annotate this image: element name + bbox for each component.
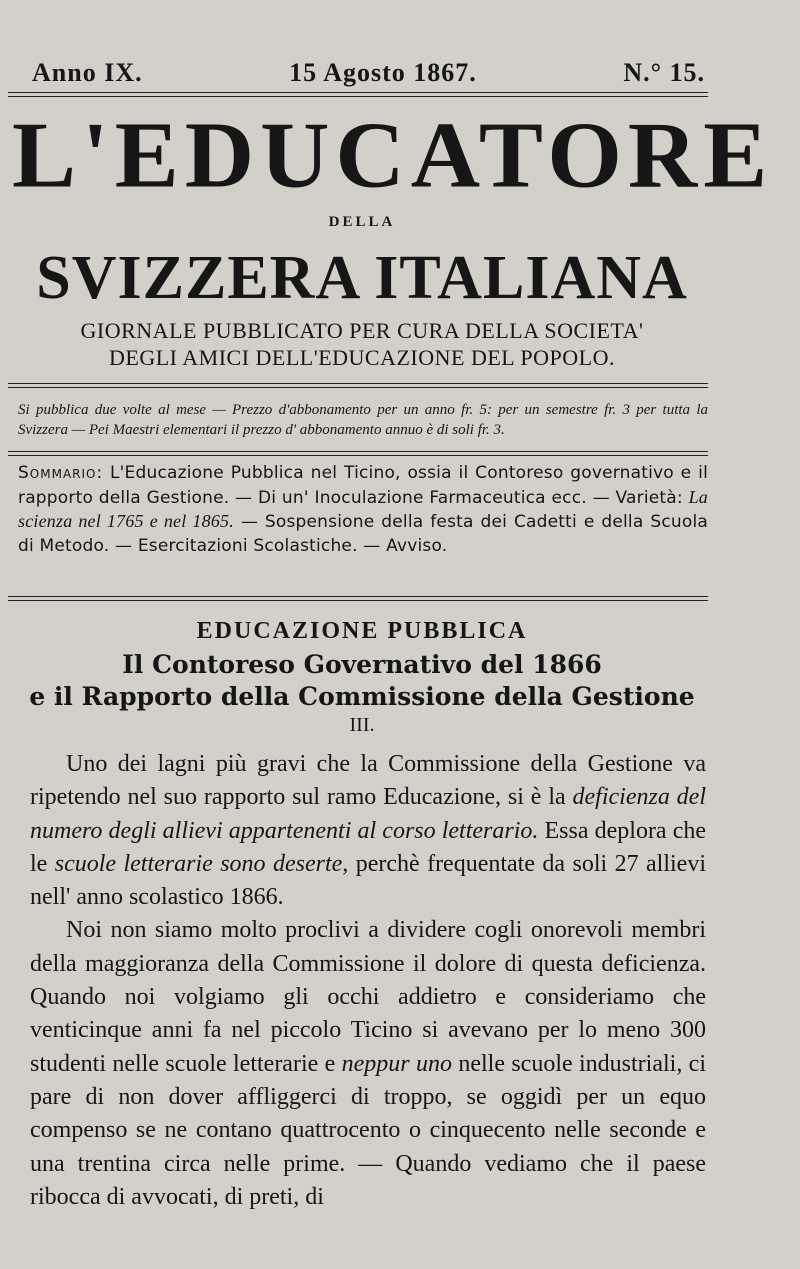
p2-text-a: Noi non siamo molto proclivi a dividere cogli onorevoli membri della maggioranza della Commissione il dolore di questa deficienza. Quando noi volgiamo gli occhi addietro e consideriamo che venticinque anni fa nel piccolo Ticino si avevano per lo meno 300 studenti nelle scuole letterarie e xyxy=(30,917,706,1077)
article-title-line-2: e il Rapporto della Commissione della Gestione xyxy=(29,682,695,711)
issue-number: N.° 15. xyxy=(623,58,705,87)
p1-text-b: Essa deplora che le xyxy=(30,817,707,877)
title-svizzera-italiana: SVIZZERA ITALIANA xyxy=(36,244,688,312)
article-title-line-1: Il Contoreso Governativo del 1866 xyxy=(122,650,602,679)
summary-rule xyxy=(8,596,708,601)
subscription-rule-bottom xyxy=(8,451,708,456)
paragraph-2 xyxy=(30,914,706,1214)
title-della: DELLA xyxy=(328,214,396,230)
masthead-rule xyxy=(8,92,708,97)
p2-text-b: nelle scuole industriali, ci pare di non dover affliggerci di troppo, se oggidì per un equo compenso se ne contano quattrocento o cinquecento nelle seconde e una trentina circa nelle prime. — Quando vediamo che il paese ribocca di avvocati, di preti, di xyxy=(30,1050,706,1210)
section-heading: EDUCAZIONE PUBBLICA xyxy=(196,618,528,644)
subscription-rule-top xyxy=(8,383,708,388)
subtitle-line-1: GIORNALE PUBBLICATO PER CURA DELLA SOCIETA' xyxy=(80,318,644,343)
summary-text-1: L'Educazione Pubblica nel Ticino, ossia il Contoreso governativo e il rapporto della Gestione. — Di un' Inoculazione Farmaceutica ecc. — Varietà: xyxy=(18,463,708,508)
p1-text-c: perchè frequentate da soli 27 allievi nell' anno scolastico 1866. xyxy=(30,850,706,911)
issue-date: 15 Agosto 1867. xyxy=(289,58,477,87)
paragraph-1 xyxy=(30,748,706,914)
subscription-info: Si pubblica due volte al mese — Prezzo d'abbonamento per un anno fr. 5: per un semestre fr. 3 per tutta la Svizzera — Pei Maestri elementari il prezzo d' abbonamento annuo è di soli fr. 3. xyxy=(18,402,708,438)
article-part-number: III. xyxy=(349,714,375,736)
summary xyxy=(18,462,708,558)
volume-year: Anno IX. xyxy=(32,58,143,87)
summary-label: Sommario: xyxy=(18,463,104,483)
article-body xyxy=(30,748,706,1214)
p1-text-a: Uno dei lagni più gravi che la Commissione della Gestione va ripetendo nel suo rapporto sul ramo Educazione, si è la xyxy=(30,751,706,811)
p1-italic-2: scuole letterarie sono deserte, xyxy=(54,850,349,877)
p1-italic-1: deficienza del numero degli allievi appartenenti al corso letterario. xyxy=(30,784,707,844)
newspaper-title: L'EDUCATORE xyxy=(12,102,774,207)
masthead-info xyxy=(32,58,705,88)
p2-italic: neppur uno xyxy=(341,1050,452,1077)
summary-italic: La scienza nel 1765 e nel 1865. xyxy=(18,486,708,531)
subtitle-line-2: DEGLI AMICI DELL'EDUCAZIONE DEL POPOLO. xyxy=(109,345,615,370)
summary-text-2: — Sospensione della festa dei Cadetti e della Scuola di Metodo. — Esercitazioni Scolastiche. — Avviso. xyxy=(18,512,708,556)
